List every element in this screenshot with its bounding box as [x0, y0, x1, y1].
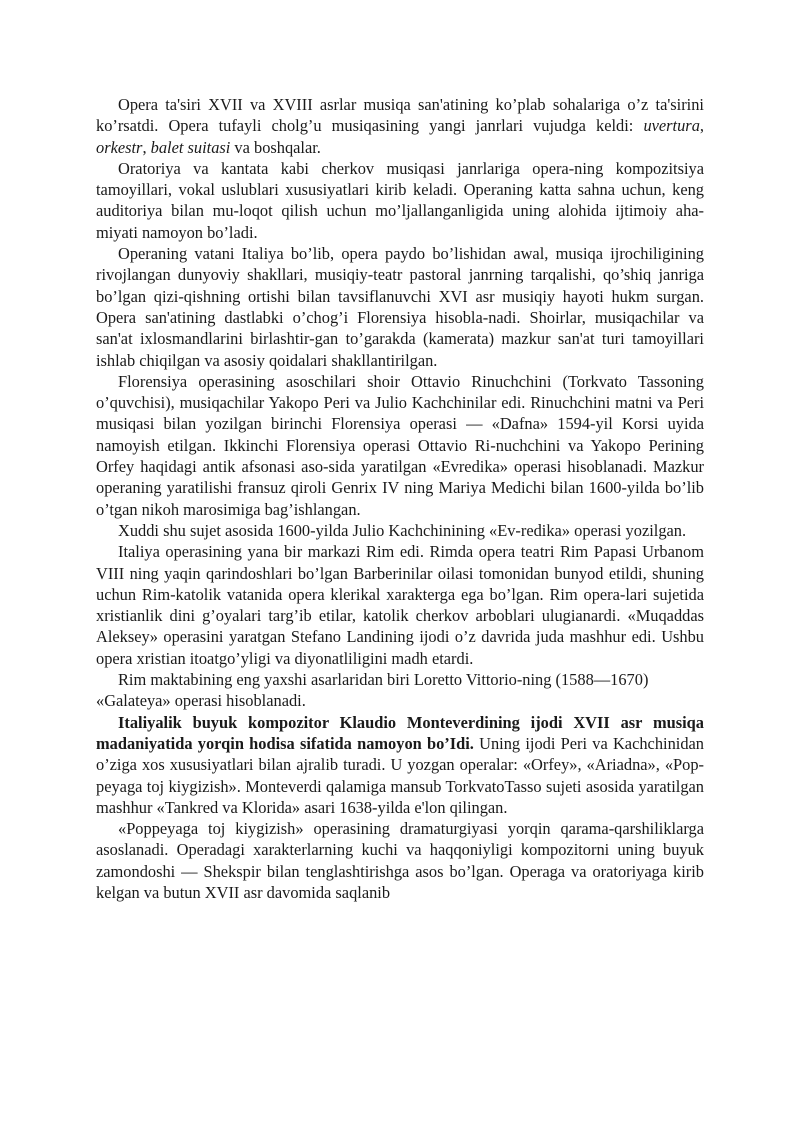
bold-heading-text: Italiyalik buyuk kompozitor Klaudio Monteverdining ijodi XVII asr musiqa madaniyatida yorqin hodisa sifatida namoyon bo’Idi. [96, 712, 704, 753]
paragraph-kachchini-evredika: Xuddi shu sujet asosida 1600-yilda Julio Kachchinining «Ev-redika» operasi yozilgan. [118, 520, 687, 540]
paragraph-poppeya: «Poppeyaga toj kiygizish» operasining dramaturgiyasi yorqin qarama-qarshiliklarga asoslanadi. Operadagi xarakterlarning kuchi va haqqoniyligi kompozitorni uning buyuk zamondoshi — Shekspir bilan tenglashtirishga asos bo’lgan. Operaga va oratoriyaga kirib kelgan va butun XVII asr davomida saqlanib [96, 819, 704, 902]
separator: , [142, 137, 151, 157]
separator: , [699, 116, 704, 136]
italic-term-orkestr: orkestr [96, 137, 143, 157]
paragraph-rome-center: Italiya operasining yana bir markazi Rim edi. Rimda opera teatri Rim Papasi Urbanom VIII ning yaqin qarindoshlari bo’lgan Barberinilar oilasi tomonidan bunyod etildi, shuning uchun Rim-katolik vatanida opera klerikal xarakterga ega bo’lgan. Rim opera-lari sujetida xristianlik dini g’oyalari targ’ib etilar, katolik cherkov arboblari ulugianardi. «Muqaddas Aleksey» operasini yaratgan Stefano Landining ijodi o’z davrida juda mashhur edi. Ushbu opera xristian itoatgo’yligi va diyonatliligini madh etardi. [96, 542, 704, 668]
italic-term-balet-suitasi: balet suitasi [150, 137, 231, 157]
paragraph-galateya: Rim maktabining eng yaxshi asarlaridan biri Loretto Vittorio-ning (1588—1670) «Galateya» operasi hisoblanadi. [96, 670, 649, 711]
paragraph-monteverdi [96, 712, 704, 818]
paragraph-text: Opera ta'siri XVII va XVIII asrlar musiqa san'atining ko’plab sohalariga o’z ta'sirini ko’rsatdi. Opera tufayli cholg’u musiqasining yangi janrlari vujudga keldi: [96, 95, 704, 136]
paragraph-oratoriya: Oratoriya va kantata kabi cherkov musiqasi janrlariga opera-ning kompozitsiya tamoyillari, vokal uslublari xususiyatlari kirib keladi. Operaning katta sahna uchun, keng auditoriya bilan mu-loqot qilish uchun mo’ljallanganligida uning alohida ijtimoiy aha-miyati namoyon bo’ladi. [96, 158, 704, 242]
paragraph-text: va boshqalar. [230, 137, 321, 157]
paragraph-text: Uning ijodi Peri va Kachchinidan o’ziga xos xususiyatlari bilan ajralib turadi. U yozgan operalar: «Orfey», «Ariadna», «Pop-peyaga toj kiygizish». Monteverdi qalamiga mansub TorkvatoTasso sujeti asosida yaratilgan mashhur «Tankred va Klorida» asari 1638-yilda e'lon qilingan. [96, 733, 704, 817]
paragraph-opera-influence [96, 94, 704, 158]
paragraph-italy-homeland: Operaning vatani Italiya bo’lib, opera paydo bo’lishidan awal, musiqa ijrochiligining rivojlangan dunyoviy shakllari, musiqiy-teatr pastoral janrning tarqalishi, qo’shiq janriga bo’lgan qizi-qishning ortishi bilan tavsiflanuvchi XVI asr musiqiy hayoti hukm surgan. Opera san'atining dastlabki o’chog’i Florensiya hisobla-nadi. Shoirlar, musiqachilar va san'at ixlosmandlarini birlashtir-gan to’garakda (kamerata) mazkur san'at turi tamoyillari ishlab chiqilgan va asosiy qoidalari shakllantirilgan. [96, 244, 704, 370]
paragraph-florence-founders: Florensiya operasining asoschilari shoir Ottavio Rinuchchini (Torkvato Tassoning o’quvchisi), musiqachilar Yakopo Peri va Julio Kachchinilar edi. Rinuchchini matni va Peri musiqasi bilan yozilgan birinchi Florensiya operasi — «Dafna» 1594-yil Korsi uyida namoyish etilgan. Ikkinchi Florensiya operasi Ottavio Ri-nuchchini va Yakopo Perining Orfey haqidagi antik afsonasi aso-sida yaratilgan «Evredika» operasi hisoblanadi. Mazkur operaning yaratilishi fransuz qiroli Genrix IV ning Mariya Medichi bilan 1600-yilda bo’lib o’tgan nikoh marosimiga bag’ishlangan. [96, 371, 704, 519]
italic-term-uvertura: uvertura [643, 116, 700, 136]
